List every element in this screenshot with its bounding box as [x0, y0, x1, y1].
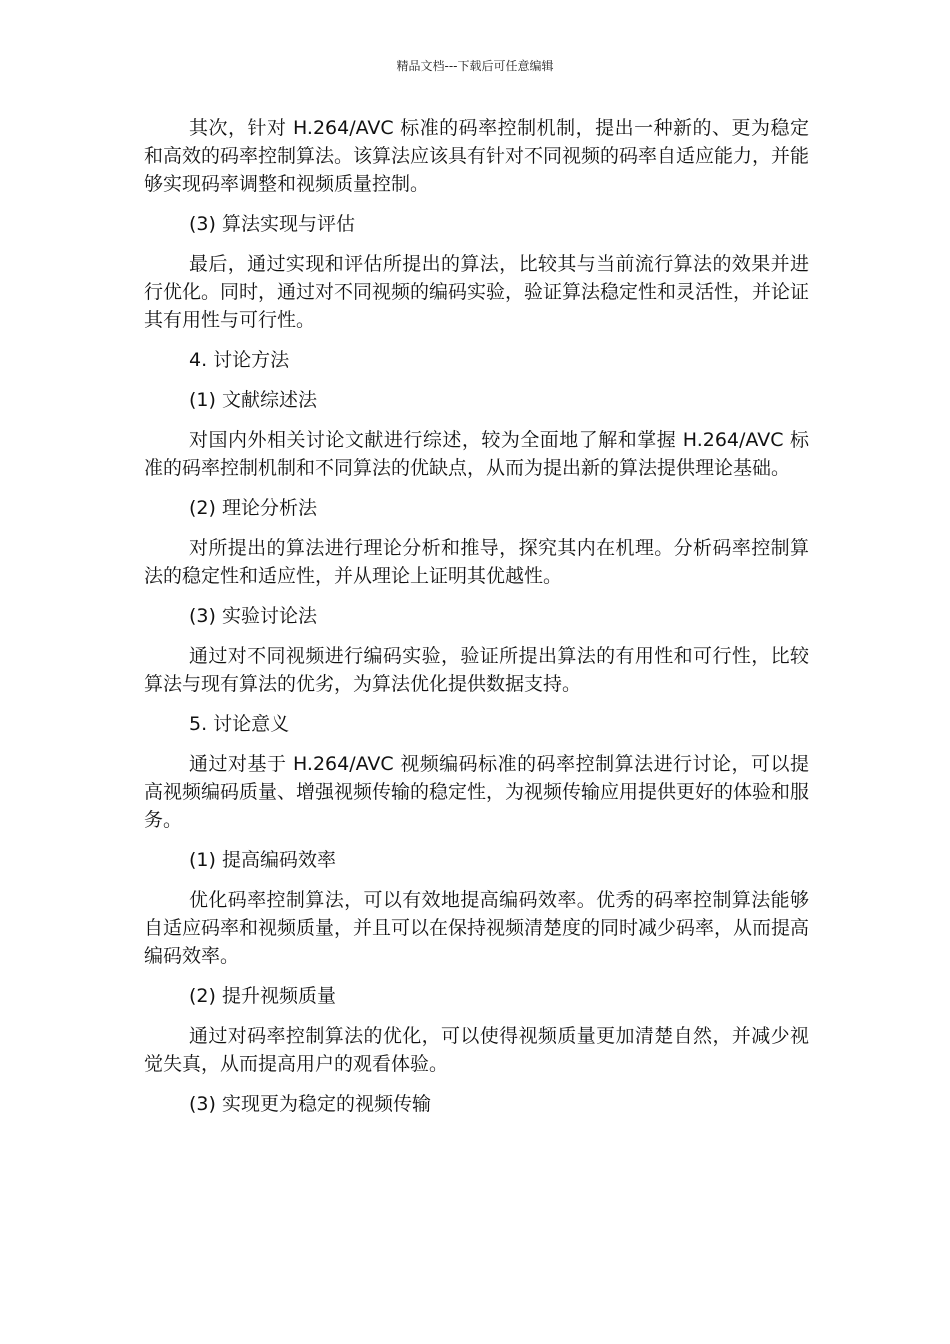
heading-video-quality: (2) 提升视频质量	[189, 985, 336, 1007]
page-header: 精品文档---下载后可任意编辑	[396, 59, 554, 73]
paragraph-evaluation: 最后，通过实现和评估所提出的算法，比较其与当前流行算法的效果并进行优化。同时，通过对不同视频的编码实验，验证算法稳定性和灵活性，并论证其有用性与可行性。	[144, 253, 810, 331]
document-body	[144, 114, 809, 1130]
heading-algorithm-implementation: (3) 算法实现与评估	[189, 213, 355, 235]
heading-research-methods: 4. 讨论方法	[189, 349, 290, 371]
heading-literature-review: (1) 文献综述法	[189, 389, 317, 411]
heading-coding-efficiency: (1) 提高编码效率	[189, 849, 336, 871]
heading-research-significance: 5. 讨论意义	[189, 713, 290, 735]
paragraph-rate-control-proposal: 其次，针对 H.264/AVC 标准的码率控制机制，提出一种新的、更为稳定和高效的码率控制算法。该算法应该具有针对不同视频的码率自适应能力，并能够实现码率调整和视频质量控制。	[144, 117, 810, 195]
paragraph-video-quality: 通过对码率控制算法的优化，可以使得视频质量更加清楚自然，并减少视觉失真，从而提高用户的观看体验。	[144, 1025, 809, 1075]
paragraph-literature-review: 对国内外相关讨论文献进行综述，较为全面地了解和掌握 H.264/AVC 标准的码率控制机制和不同算法的优缺点，从而为提出新的算法提供理论基础。	[144, 429, 809, 479]
paragraph-coding-efficiency: 优化码率控制算法，可以有效地提高编码效率。优秀的码率控制算法能够自适应码率和视频质量，并且可以在保持视频清楚度的同时减少码率，从而提高编码效率。	[144, 889, 810, 967]
paragraph-research-significance: 通过对基于 H.264/AVC 视频编码标准的码率控制算法进行讨论，可以提高视频编码质量、增强视频传输的稳定性，为视频传输应用提供更好的体验和服务。	[144, 753, 810, 831]
paragraph-experimental-method: 通过对不同视频进行编码实验，验证所提出算法的有用性和可行性，比较算法与现有算法的优劣，为算法优化提供数据支持。	[144, 645, 809, 695]
heading-theoretical-analysis: (2) 理论分析法	[189, 497, 317, 519]
paragraph-theoretical-analysis: 对所提出的算法进行理论分析和推导，探究其内在机理。分析码率控制算法的稳定性和适应性，并从理论上证明其优越性。	[144, 537, 809, 587]
heading-experimental-method: (3) 实验讨论法	[189, 605, 317, 627]
heading-stable-transmission: (3) 实现更为稳定的视频传输	[189, 1093, 431, 1115]
